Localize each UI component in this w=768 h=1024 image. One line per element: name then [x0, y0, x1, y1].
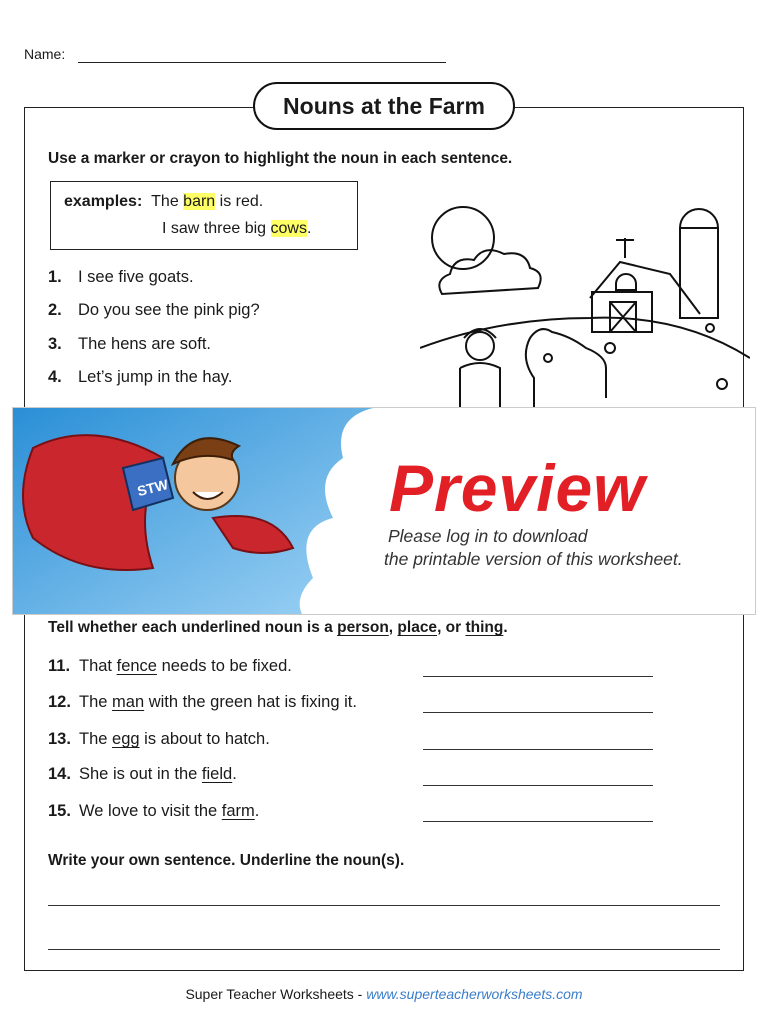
barn-roof [590, 262, 700, 314]
examples-box [50, 181, 358, 250]
word-person: person [337, 619, 389, 636]
cow-icon [526, 329, 606, 408]
stw-badge-text: STW [135, 476, 170, 500]
list-item: 4. Let’s jump in the hay. [48, 368, 233, 386]
answer-line-13[interactable] [423, 749, 653, 750]
write-line-1[interactable] [48, 905, 720, 906]
write-line-2[interactable] [48, 949, 720, 950]
word-place: place [397, 619, 438, 636]
part2-instruction: Tell whether each underlined noun is a person, place, or thing. [48, 619, 508, 636]
part3-instruction: Write your own sentence. Underline the noun(s). [48, 852, 405, 869]
farm-illustration [420, 198, 750, 408]
list-item: 13. The egg is about to hatch. [48, 730, 270, 748]
example-2 [162, 220, 311, 238]
example-1 [64, 193, 263, 211]
preview-line-1: Please log in to download [388, 526, 588, 546]
list-item: 11. That fence needs to be fixed. [48, 657, 292, 675]
preview-banner [12, 407, 756, 615]
examples-colon: : [136, 193, 143, 210]
list-item: 3. The hens are soft. [48, 335, 211, 353]
cloud-icon [439, 250, 540, 294]
example-1-noun: barn [183, 193, 216, 210]
word-thing: thing [465, 619, 504, 636]
example-1-after: is red. [215, 193, 264, 210]
list-item: 15. We love to visit the farm. [48, 802, 260, 820]
answer-line-11[interactable] [423, 676, 653, 677]
preview-line-2: the printable version of this worksheet. [384, 549, 683, 569]
footer [0, 986, 768, 1002]
list-item: 1. I see five goats. [48, 268, 194, 286]
list-item: 12. The man with the green hat is fixing it. [48, 693, 357, 711]
examples-label: examples [64, 193, 137, 210]
answer-line-15[interactable] [423, 821, 653, 822]
name-label: Name: [24, 46, 66, 62]
page-title: Nouns at the Farm [253, 82, 515, 130]
footer-url[interactable]: www.superteacherworksheets.com [366, 986, 583, 1002]
barn-icon [592, 292, 652, 332]
farmer-icon [466, 332, 494, 360]
part1-instruction: Use a marker or crayon to highlight the noun in each sentence. [48, 150, 513, 167]
example-1-before: The [151, 193, 184, 210]
footer-brand: Super Teacher Worksheets - [185, 986, 367, 1002]
silo-icon [680, 228, 718, 318]
example-2-after: . [306, 220, 312, 237]
name-blank-line[interactable] [78, 62, 446, 63]
list-item: 14. She is out in the field. [48, 765, 237, 783]
preview-title: Preview [389, 451, 646, 525]
example-2-before: I saw three big [162, 220, 271, 237]
answer-line-14[interactable] [423, 785, 653, 786]
answer-line-12[interactable] [423, 712, 653, 713]
example-2-noun: cows [270, 220, 307, 237]
list-item: 2. Do you see the pink pig? [48, 301, 260, 319]
